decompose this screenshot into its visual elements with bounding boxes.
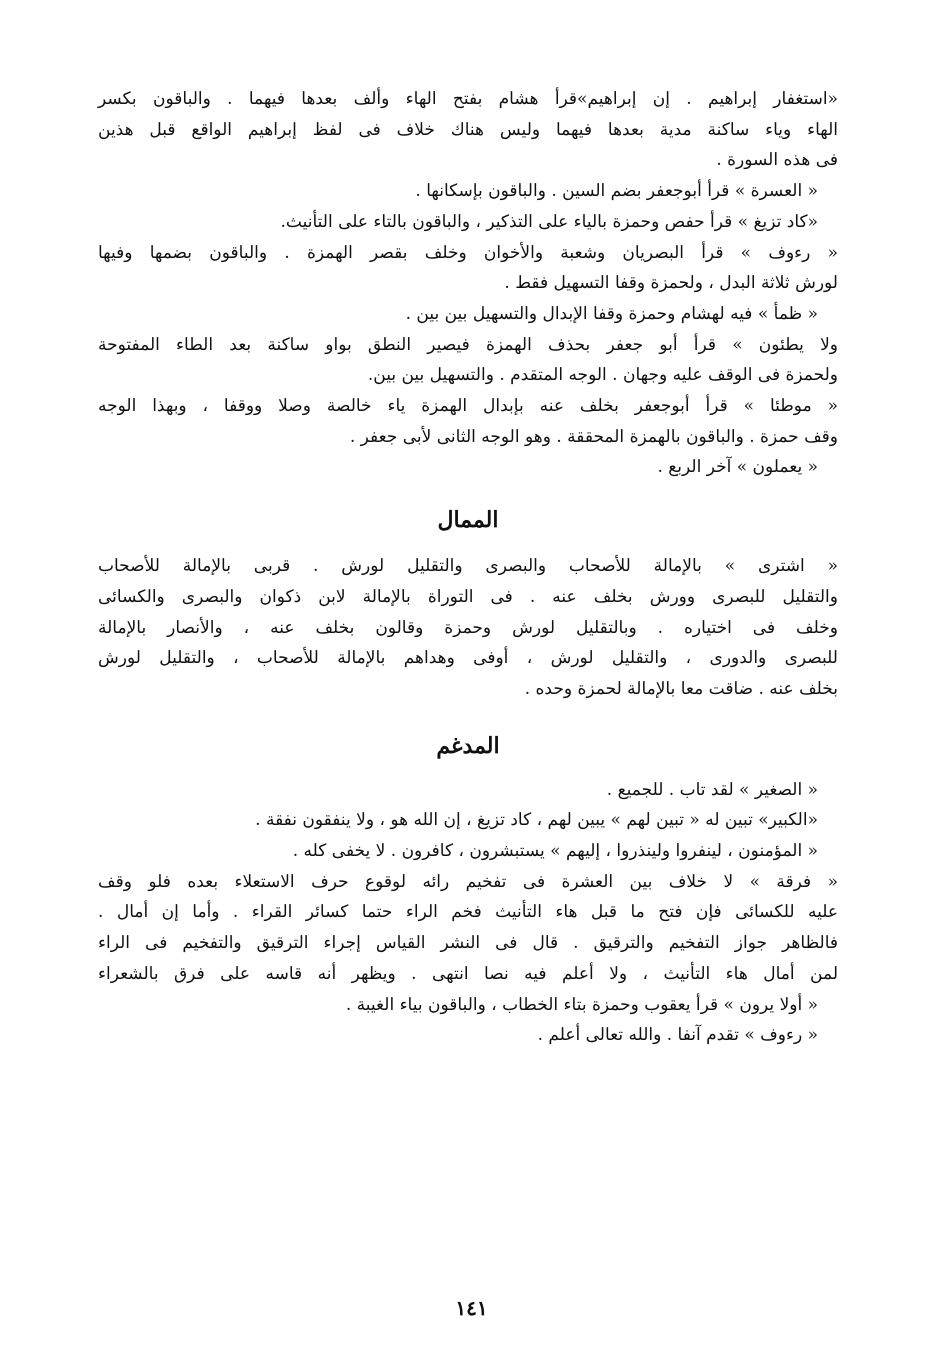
text-line: « يعملون » آخر الربع .	[657, 457, 818, 478]
section-mudgham	[98, 775, 838, 1051]
text-line: للبصرى والدورى ، والتقليل لورش ، أوفى وهداهم بالإمالة للأصحاب ، والتقليل لورش	[98, 648, 838, 669]
text-line: «استغفار إبراهيم . إن إبراهيم»قرأ هشام بفتح الهاء وألف بعدها فيهما . والباقون بكسر	[98, 89, 838, 109]
text-line: عليه للكسائى فإن فتح ما قبل هاء التأنيث فخم الراء حتما كسائر القراء . وأما إن أمال .	[98, 902, 838, 923]
page-number: ١٤١	[455, 1296, 488, 1320]
text-line: « ظمأ » فيه لهشام وحمزة وقفا الإبدال والتسهيل بين بين .	[405, 303, 818, 324]
text-line: « الصغير » لقد تاب . للجميع .	[606, 779, 818, 800]
text-line: ولحمزة فى الوقف عليه وجهان . الوجه المتقدم . والتسهيل بين بين.	[367, 365, 838, 386]
page-body	[98, 84, 838, 1051]
text-line: بخلف عنه . ضاقت معا بالإمالة لحمزة وحده .	[524, 678, 838, 699]
section-heading-mumal: الممال	[437, 507, 499, 534]
text-line: والتقليل للبصرى وورش بخلف عنه . فى التوراة بالإمالة لابن ذكوان والبصرى والكسائى	[98, 586, 838, 607]
text-line: « موطئا » قرأ أبوجعفر بخلف عنه بإبدال الهمزة ياء خالصة وصلا ووقفا ، وبهذا الوجه	[98, 396, 839, 417]
text-line: وقف حمزة . والباقون بالهمزة المحققة . وهو الوجه الثانى لأبى جعفر .	[349, 426, 838, 447]
section-mumal	[98, 551, 838, 705]
text-line: «الكبير» تبين له « تبين لهم » يبين لهم ، كاد تزيغ ، إن الله هو ، ولا ينفقون نفقة .	[255, 810, 818, 831]
text-line: « رءوف » قرأ البصريان وشعبة والأخوان وخلف بقصر الهمزة . والباقون بضمها وفيها	[98, 242, 838, 263]
text-line: وخلف فى اختياره . وبالتقليل لورش وحمزة وقالون بخلف عنه ، والأنصار بالإمالة	[98, 617, 838, 638]
text-line: لورش ثلاثة البدل ، ولحمزة وقفا التسهيل فقط .	[504, 273, 838, 294]
section-recitations	[98, 84, 838, 483]
text-line: لمن أمال هاء التأنيث ، ولا أعلم فيه نصا انتهى . ويظهر أنه قاسه على فرق بالشعراء	[98, 963, 838, 984]
text-line: ولا يطئون » قرأ أبو جعفر بحذف الهمزة فيصير النطق بواو ساكنة بعد الطاء المفتوحة	[98, 334, 838, 355]
text-line: « أولا يرون » قرأ يعقوب وحمزة بتاء الخطاب ، والباقون بياء الغيبة .	[345, 994, 818, 1015]
text-line: « اشترى » بالإمالة للأصحاب والبصرى والتقليل لورش . قربى بالإمالة للأصحاب	[98, 556, 838, 577]
text-line: « العسرة » قرأ أبوجعفر بضم السين . والباقون بإسكانها .	[415, 181, 818, 202]
section-heading-mudgham: المدغم	[436, 732, 500, 759]
text-line: «كاد تزيغ » قرأ حفص وحمزة بالياء على التذكير ، والباقون بالتاء على التأنيث.	[280, 211, 818, 232]
text-line: فى هذه السورة .	[716, 150, 838, 171]
text-line: فالظاهر جواز التفخيم والترقيق . قال فى النشر القياس إجراء الترقيق والتفخيم فى الراء	[98, 933, 838, 954]
text-line: « فرقة » لا خلاف بين العشرة فى تفخيم رائه لوقوع حرف الاستعلاء بعده فلو وقف	[98, 871, 838, 892]
text-line: الهاء وياء ساكنة مدية بعدها فيهما وليس هناك خلاف فى لفظ إبراهيم الواقع قبل هذين	[98, 119, 838, 140]
text-line: « رءوف » تقدم آنفا . والله تعالى أعلم .	[537, 1025, 818, 1046]
text-line: « المؤمنون ، لينفروا ولينذروا ، إليهم » يستبشرون ، كافرون . لا يخفى كله .	[292, 841, 818, 862]
